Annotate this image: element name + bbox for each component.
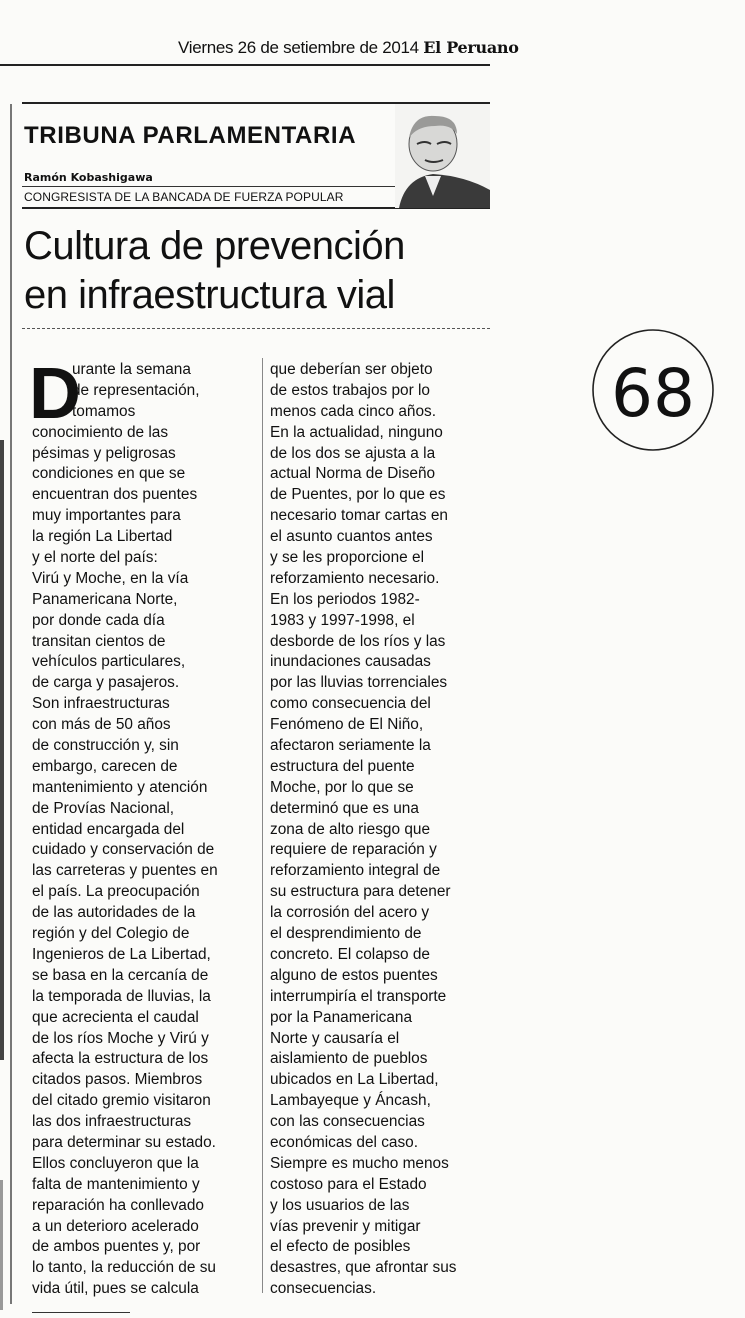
publication-date: Viernes 26 de setiembre de 2014 bbox=[178, 38, 419, 57]
author-portrait bbox=[395, 104, 490, 208]
article-text-line: En la actualidad, ninguno bbox=[270, 423, 443, 441]
article-text-line: las carreteras y puentes en bbox=[32, 862, 218, 880]
article-text-line: requiere de reparación y bbox=[270, 841, 437, 859]
article-text-line: de los dos se ajusta a la bbox=[270, 444, 436, 462]
article-text-line: por donde cada día bbox=[32, 611, 165, 629]
article-text-line: de carga y pasajeros. bbox=[32, 674, 180, 692]
article-text-line: En los periodos 1982- bbox=[270, 590, 420, 608]
article-text-line: costoso para el Estado bbox=[270, 1175, 427, 1193]
article-text-line: y el norte del país: bbox=[32, 549, 158, 567]
article-text-line: cuidado y conservación de bbox=[32, 841, 215, 859]
left-column-rule bbox=[10, 104, 12, 1304]
article-text-line: Fenómeno de El Niño, bbox=[270, 716, 424, 734]
article-text-line: urante la semana bbox=[72, 361, 191, 378]
article-text-line: concreto. El colapso de bbox=[270, 945, 430, 963]
article-text-line: ubicados en La Libertad, bbox=[270, 1071, 439, 1089]
article-text-line: de ambos puentes y, por bbox=[32, 1238, 201, 1256]
section-title: TRIBUNA PARLAMENTARIA bbox=[24, 122, 357, 149]
article-text-line: afecta la estructura de los bbox=[32, 1050, 209, 1068]
article-text-line: región y del Colegio de bbox=[32, 925, 190, 943]
article-text-line: encuentran dos puentes bbox=[32, 486, 198, 504]
article-text-line: Norte y causaría el bbox=[270, 1029, 400, 1047]
article-text-line: transitan cientos de bbox=[32, 632, 166, 650]
article-text-line: la región La Libertad bbox=[32, 528, 173, 546]
article-text-line: desastres, que afrontar sus bbox=[270, 1259, 457, 1277]
article-text-line: vida útil, pues se calcula bbox=[32, 1280, 199, 1298]
article-text-line: de los ríos Moche y Virú y bbox=[32, 1029, 209, 1047]
article-text-line: como consecuencia del bbox=[270, 695, 431, 713]
article-text-line: de Puentes, por lo que es bbox=[270, 486, 446, 504]
article-text-line: Panamericana Norte, bbox=[32, 590, 178, 608]
article-text-line: Ellos concluyeron que la bbox=[32, 1154, 199, 1172]
headline-line-1: Cultura de prevención bbox=[24, 224, 405, 268]
drop-cap: D bbox=[29, 354, 81, 434]
article-text-line: Ingenieros de La Libertad, bbox=[32, 945, 211, 963]
handwritten-page-number-annotation bbox=[589, 326, 717, 454]
article-text-line: zona de alto riesgo que bbox=[270, 820, 431, 838]
article-text-line: citados pasos. Miembros bbox=[32, 1071, 203, 1089]
publication-name: El Peruano bbox=[423, 38, 519, 57]
article-text-line: y se les proporcione el bbox=[270, 549, 424, 567]
article-text-line: falta de mantenimiento y bbox=[32, 1175, 200, 1193]
article-text-line: a un deterioro acelerado bbox=[32, 1217, 199, 1235]
column-divider bbox=[262, 358, 263, 1293]
article-text-line: pésimas y peligrosas bbox=[32, 444, 176, 462]
article-text-line: la corrosión del acero y bbox=[270, 904, 430, 922]
article-text-line: actual Norma de Diseño bbox=[270, 465, 436, 483]
article-text-line: de representación, bbox=[72, 381, 200, 399]
article-text-line: reforzamiento integral de bbox=[270, 862, 441, 880]
article-text-line: desborde de los ríos y las bbox=[270, 632, 446, 650]
article-text-line: vías prevenir y mitigar bbox=[270, 1217, 421, 1235]
article-text-line: de estos trabajos por lo bbox=[270, 381, 430, 399]
article-text-line: Lambayeque y Áncash, bbox=[270, 1092, 431, 1110]
article-text-line: afectaron seriamente la bbox=[270, 737, 431, 755]
article-text-line: las dos infraestructuras bbox=[32, 1113, 192, 1131]
article-column-2 bbox=[270, 360, 500, 1300]
article-headline bbox=[24, 222, 494, 320]
article-text-line: para determinar su estado. bbox=[32, 1133, 216, 1151]
article-text-line: se basa en la cercanía de bbox=[32, 966, 209, 984]
author-rule bbox=[22, 186, 397, 187]
handwritten-number: 68 bbox=[611, 355, 695, 432]
headline-line-2: en infraestructura vial bbox=[24, 273, 395, 317]
article-text-line: conocimiento de las bbox=[32, 423, 169, 441]
article-text-line: con más de 50 años bbox=[32, 716, 171, 734]
article-text-line: el efecto de posibles bbox=[270, 1238, 411, 1256]
article-text-line: Siempre es mucho menos bbox=[270, 1154, 449, 1172]
article-text-line: Son infraestructuras bbox=[32, 695, 170, 713]
article-text-line: con las consecuencias bbox=[270, 1113, 425, 1131]
article-text-line: reparación ha conllevado bbox=[32, 1196, 204, 1214]
article-text-line: el desprendimiento de bbox=[270, 925, 422, 943]
scan-edge-mark bbox=[0, 440, 4, 1060]
article-text-line: embargo, carecen de bbox=[32, 757, 178, 775]
footer-rule bbox=[32, 1312, 130, 1313]
article-text-line: vehículos particulares, bbox=[32, 653, 186, 671]
article-text-line: mantenimiento y atención bbox=[32, 778, 208, 796]
article-column-1 bbox=[32, 360, 254, 1300]
article-text-line: alguno de estos puentes bbox=[270, 966, 438, 984]
article-text-line: la temporada de lluvias, la bbox=[32, 987, 211, 1005]
article-text-line: tomamos bbox=[72, 402, 136, 420]
article-text-line: reforzamiento necesario. bbox=[270, 569, 440, 587]
article-text-line: inundaciones causadas bbox=[270, 653, 431, 671]
article-text-line: condiciones en que se bbox=[32, 465, 186, 483]
article-text-line: Moche, por lo que se bbox=[270, 778, 414, 796]
article-text-line: Virú y Moche, en la vía bbox=[32, 569, 189, 587]
article-text-line: consecuencias. bbox=[270, 1280, 377, 1298]
article-text-line: necesario tomar cartas en bbox=[270, 507, 448, 525]
article-text-line: que deberían ser objeto bbox=[270, 361, 433, 378]
article-text-line: por la Panamericana bbox=[270, 1008, 413, 1026]
article-text-line: económicas del caso. bbox=[270, 1133, 418, 1151]
article-text-line: de construcción y, sin bbox=[32, 737, 179, 755]
article-text-line: y los usuarios de las bbox=[270, 1196, 410, 1214]
article-text-line: lo tanto, la reducción de su bbox=[32, 1259, 216, 1277]
article-text-line: su estructura para detener bbox=[270, 883, 451, 901]
article-text-line: interrumpiría el transporte bbox=[270, 987, 447, 1005]
article-text-line: por las lluvias torrenciales bbox=[270, 674, 448, 692]
article-text-line: del citado gremio visitaron bbox=[32, 1092, 211, 1110]
article-text-line: el asunto cuantos antes bbox=[270, 528, 433, 546]
article-text-line: aislamiento de pueblos bbox=[270, 1050, 428, 1068]
article-text-line: muy importantes para bbox=[32, 507, 181, 525]
header-date-line bbox=[178, 38, 519, 58]
article-text-line: el país. La preocupación bbox=[32, 883, 200, 901]
article-text-line: que acrecienta el caudal bbox=[32, 1008, 199, 1026]
author-role: CONGRESISTA DE LA BANCADA DE FUERZA POPULAR bbox=[24, 190, 344, 204]
author-name: Ramón Kobashigawa bbox=[24, 171, 153, 184]
article-text-line: menos cada cinco años. bbox=[270, 402, 436, 420]
header-divider bbox=[0, 64, 490, 66]
article-text-line: determinó que es una bbox=[270, 799, 419, 817]
scan-edge-mark-lower bbox=[0, 1180, 3, 1310]
article-text-line: de Provías Nacional, bbox=[32, 799, 175, 817]
article-text-line: de las autoridades de la bbox=[32, 904, 196, 922]
article-text-line: entidad encargada del bbox=[32, 820, 185, 838]
article-text-line: estructura del puente bbox=[270, 757, 415, 775]
headline-dotted-rule bbox=[22, 328, 490, 329]
article-text-line: 1983 y 1997-1998, el bbox=[270, 611, 415, 629]
